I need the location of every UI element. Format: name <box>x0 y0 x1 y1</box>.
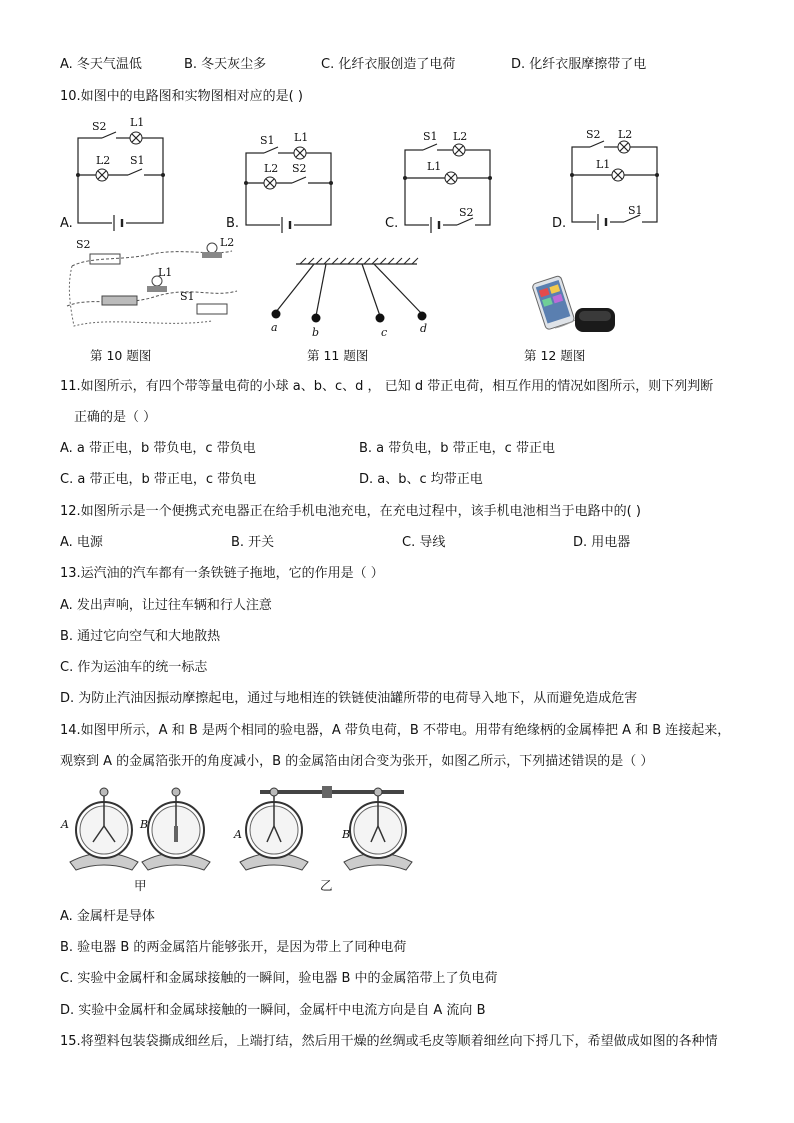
q10-option-c: C. <box>385 216 399 231</box>
q11-stem-line2: 正确的是（ ） <box>74 410 157 425</box>
q13-stem: 13.运汽油的汽车都有一条铁链子拖地，它的作用是（ ） <box>60 566 384 581</box>
q12-option-c: C. 导线 <box>402 535 446 550</box>
circuit-b-l2-label: L2 <box>264 162 279 175</box>
circuit-d <box>570 128 659 230</box>
ball-d <box>418 312 427 321</box>
q14-option-b: B. 验电器 B 的两金属箔片能够张开，是因为带上了同种电荷 <box>60 940 407 955</box>
ball-c-label: c <box>381 326 388 339</box>
ball-b <box>312 314 321 323</box>
real-s1-label: S1 <box>180 290 195 303</box>
q14-option-d: D. 实验中金属杆和金属球接触的一瞬间，金属杆中电流方向是自 A 流向 B <box>60 1003 486 1018</box>
fig12-caption: 第 12 题图 <box>524 348 586 363</box>
fig-yi-a-label: A <box>234 828 242 841</box>
q11-stem-line1: 11.如图所示，有四个带等量电荷的小球 a、b、c、d ， 已知 d 带正电荷，相互作用的情况如图所示，则下列判断 <box>60 379 714 394</box>
real-l1-label: L1 <box>158 266 173 279</box>
q13-option-a: A. 发出声响，让过往车辆和行人注意 <box>60 598 272 613</box>
q13-option-b: B. 通过它向空气和大地散热 <box>60 629 221 644</box>
q10-option-b: B. <box>226 216 240 231</box>
q15-stem: 15.将塑料包装袋撕成细丝后，上端打结，然后用干燥的丝绸或毛皮等顺着细丝向下捋几下，希望做成如图的各种情 <box>60 1034 718 1049</box>
circuit-a <box>76 116 165 231</box>
circuit-b-s2-label: S2 <box>292 162 307 175</box>
circuit-b-s1-label: S1 <box>260 134 275 147</box>
fig14-jia-caption: 甲 <box>134 878 147 893</box>
q12-phone-charger-image <box>525 268 620 338</box>
q9-option-d: D. 化纤衣服摩擦带了电 <box>511 57 647 72</box>
circuit-c-s1-label: S1 <box>423 130 438 143</box>
q14-stem-line1: 14.如图甲所示，A 和 B 是两个相同的验电器，A 带负电荷，B 不带电。用带有绝缘柄的金属棒把 A 和 B 连接起来， <box>60 723 731 738</box>
q11-option-b: B. a 带负电，b 带正电，c 带正电 <box>359 441 555 456</box>
circuit-c-s2-label: S2 <box>459 206 474 219</box>
fig10-caption: 第 10 题图 <box>90 348 152 363</box>
q11-option-a: A. a 带正电，b 带负电，c 带负电 <box>60 441 256 456</box>
real-l2-label: L2 <box>220 236 235 249</box>
q14-option-c: C. 实验中金属杆和金属球接触的一瞬间，验电器 B 中的金属箔带上了负电荷 <box>60 971 498 986</box>
circuit-b <box>244 131 333 233</box>
fig11-caption: 第 11 题图 <box>307 348 369 363</box>
q12-stem: 12.如图所示是一个便携式充电器正在给手机电池充电，在充电过程中，该手机电池相当于电路中的( ) <box>60 504 641 519</box>
ball-d-label: d <box>420 322 428 335</box>
q11-option-c: C. a 带正电，b 带正电，c 带负电 <box>60 472 257 487</box>
fig14-yi-caption: 乙 <box>320 878 333 893</box>
q10-stem: 10.如图中的电路图和实物图相对应的是( ) <box>60 89 303 104</box>
q12-option-d: D. 用电器 <box>573 535 631 550</box>
q14-stem-line2: 观察到 A 的金属箔张开的角度减小，B 的金属箔由闭合变为张开，如图乙所示，下列描述错误的是（ ） <box>60 754 654 769</box>
q14-option-a: A. 金属杆是导体 <box>60 909 155 924</box>
circuit-d-s2-label: S2 <box>586 128 601 141</box>
ball-a <box>272 310 281 319</box>
circuit-a-l1-label: L1 <box>130 116 145 129</box>
q12-option-b: B. 开关 <box>231 535 275 550</box>
ball-a-label: a <box>271 321 278 334</box>
q13-option-c: C. 作为运油车的统一标志 <box>60 660 208 675</box>
q10-option-a: A. <box>60 216 73 231</box>
fig-jia-b-label: B <box>140 818 149 831</box>
q9-option-b: B. 冬天灰尘多 <box>184 57 267 72</box>
q12-option-a: A. 电源 <box>60 535 103 550</box>
q11-option-d: D. a、b、c 均带正电 <box>359 472 483 487</box>
ball-c <box>376 314 385 323</box>
fig-yi-b-label: B <box>342 828 351 841</box>
circuit-b-l1-label: L1 <box>294 131 309 144</box>
circuit-d-l1-label: L1 <box>596 158 611 171</box>
real-s2-label: S2 <box>76 238 91 251</box>
ball-b-label: b <box>312 326 320 339</box>
q11-charged-balls-figure <box>262 256 428 339</box>
q9-option-a: A. 冬天气温低 <box>60 57 142 72</box>
q10-real-object-figure <box>62 236 242 336</box>
q14-electroscope-figure <box>58 782 478 892</box>
circuit-c-l2-label: L2 <box>453 130 468 143</box>
circuit-a-s1-label: S1 <box>130 154 145 167</box>
circuit-c <box>403 130 492 233</box>
q10-option-d: D. <box>552 216 567 231</box>
circuit-a-l2-label: L2 <box>96 154 111 167</box>
fig-jia-a-label: A <box>61 818 69 831</box>
circuit-c-l1-label: L1 <box>427 160 442 173</box>
q9-option-c: C. 化纤衣服创造了电荷 <box>321 57 456 72</box>
circuit-a-s2-label: S2 <box>92 120 107 133</box>
circuit-d-s1-label: S1 <box>628 204 643 217</box>
q13-option-d: D. 为防止汽油因振动摩擦起电，通过与地相连的铁链使油罐所带的电荷导入地下，从而避免造成危害 <box>60 691 638 706</box>
circuit-d-l2-label: L2 <box>618 128 633 141</box>
